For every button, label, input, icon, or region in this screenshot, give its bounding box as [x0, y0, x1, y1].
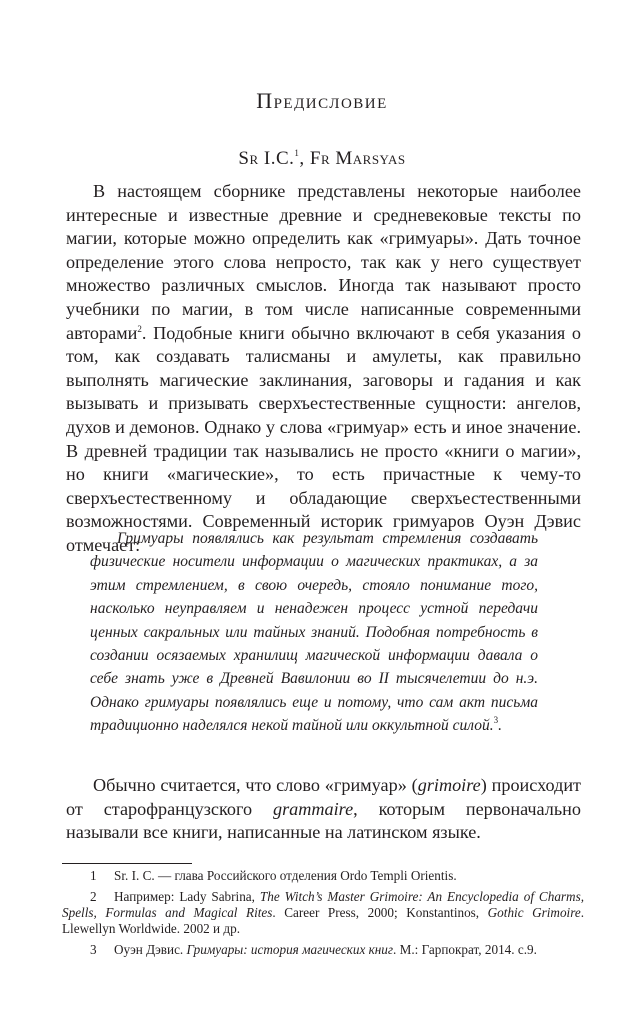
footnote-ref-3[interactable]: 3: [493, 715, 499, 726]
footnote-ref-1[interactable]: 1: [294, 148, 300, 158]
paragraph-1: [66, 180, 581, 558]
footnote-book-title: Gothic Grimoire: [487, 905, 581, 920]
quote-text: Гримуары появлялись как результат стремления создавать физические носители информации о магических практиках, а за этим стремлением, в свою очередь, стояло понимание того, насколько неуправляем и ненадежен процесс устной передачи ценных сакральных или тайных знаний. Подобная потребность в создании осязаемых хранилищ магической информации давала о себе знать уже в Древней Вавилонии во II тысячелетии до н.э. Однако гримуары появлялись еще и потому, что сам акт письма традиционно наделялся некой тайной или оккультной силой.: [90, 530, 538, 735]
footnote-text-prefix: Например: Lady Sabrina,: [114, 889, 260, 904]
author-first: Sr I.C.: [238, 148, 295, 169]
footnote-book-title: Гримуары: история магических книг: [186, 942, 394, 957]
footnote-number: 1: [90, 868, 97, 883]
footnote-text-prefix: Оуэн Дэвис.: [114, 942, 187, 957]
paragraph-2-text-b: ) происходит от старофранцузского: [66, 775, 582, 819]
footnote-2: [62, 889, 584, 937]
paragraph-2: [66, 774, 581, 845]
author-second: Fr Marsyas: [309, 148, 406, 169]
block-quote: [90, 527, 538, 738]
footnote-divider: [62, 863, 192, 864]
footnote-number: 2: [90, 889, 97, 904]
footnote-3: [62, 942, 584, 958]
paragraph-2-text-a: Обычно считается, что слово «гримуар» (: [93, 775, 418, 795]
footnote-text: Sr. I. C. — глава Российского отделения Ordo Templi Orientis.: [114, 868, 457, 883]
footnote-text-suffix: . Llewellyn Worldwide. 2002 и др.: [62, 905, 584, 936]
chapter-authors: [0, 148, 644, 170]
footnote-book-title: The Witch’s Master Grimoire: An Encyclopedia of Charms, Spells, Formulas and Magical Rites: [62, 889, 584, 920]
term-grammaire: grammaire: [272, 798, 354, 819]
term-grimoire: grimoire: [417, 775, 481, 795]
footnote-text-middle: . Career Press, 2000; Konstantinos,: [272, 905, 488, 920]
footnote-text-suffix: . М.: Гарпократ, 2014. с.9.: [393, 942, 537, 957]
paragraph-2-text-c: , которым первоначально называли все книги, написанные на латинском языке.: [66, 798, 581, 843]
footnotes: [62, 868, 584, 963]
footnote-1: [62, 868, 584, 884]
paragraph-1-text-b: . Подобные книги обычно включают в себя указания о том, как создавать талисманы и амулеты, как правильно выполнять магические заклинания, заговоры и гадания и как вызывать и призывать сверхъестественные сущности: ангелов, духов и демонов. Однако у слова «гримуар» есть и иное значение. В древней традиции так назывались не просто «книги о магии», но книги «магические», то есть причастные к чему-то сверхъестественному и обладающие сверхъестественными возможностями. Современный историк гримуаров Оуэн Дэвис отмечает:: [66, 322, 581, 555]
footnote-ref-2[interactable]: 2: [137, 323, 142, 334]
paragraph-1-text-a: В настоящем сборнике представлены некоторые наиболее интересные и известные древние и средневековые тексты по магии, которые можно определить как «гримуары». Дать точное определение этого слова непросто, так как у него существует множество различных смыслов. Иногда так называют просто учебники по магии, в том числе написанные современными авторами: [66, 181, 581, 343]
chapter-title: Предисловие: [256, 88, 388, 113]
quote-end: .: [498, 717, 502, 735]
author-separator: ,: [299, 148, 310, 169]
footnote-number: 3: [90, 942, 97, 957]
